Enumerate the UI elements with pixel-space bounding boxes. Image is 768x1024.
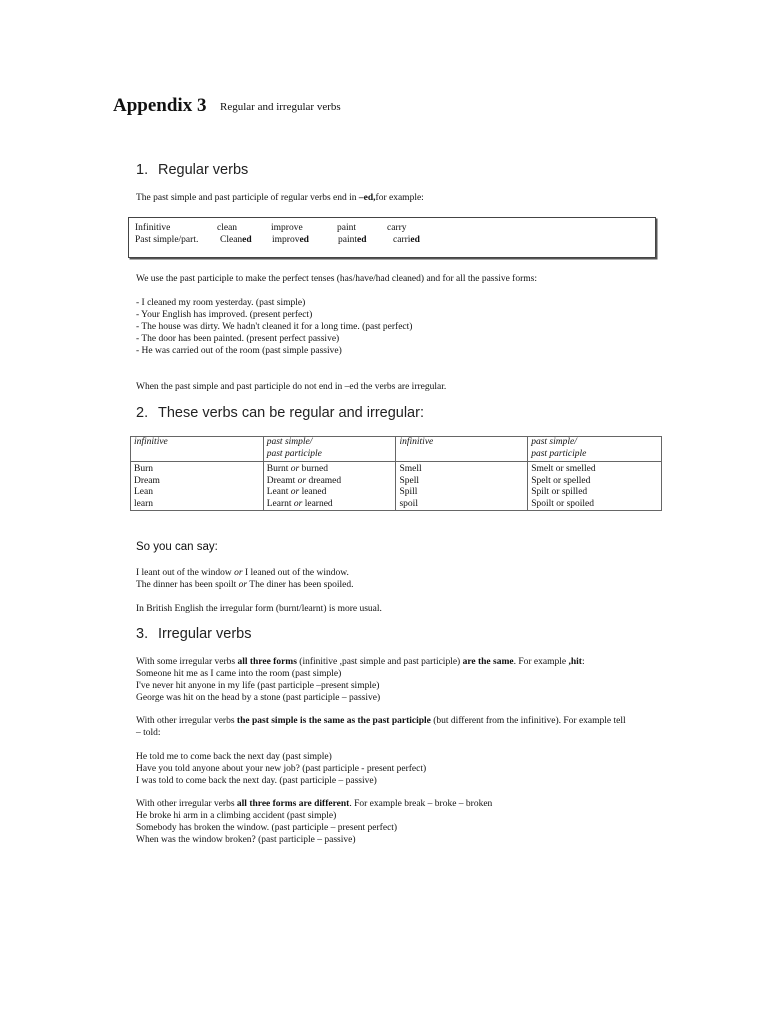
say-examples [136, 567, 354, 591]
box-cell: carry [387, 223, 407, 233]
regular-verbs-box [128, 217, 656, 258]
intro-text: The past simple and past participle of regular verbs end in [136, 193, 359, 203]
so-you-can-say: So you can say: [136, 541, 218, 553]
british-note: In British English the irregular form (burnt/learnt) is more usual. [136, 604, 382, 614]
table-header-row [131, 437, 662, 462]
box-cell: carried [393, 235, 420, 245]
say-line-2: The dinner has been spoilt or The diner has been spoiled. [136, 580, 354, 590]
section-2-number: 2. [136, 405, 149, 421]
table-row: Dream Dreamt or dreamed Spell Spelt or spelled [131, 476, 662, 488]
section-1-examples [136, 297, 412, 357]
box-cell: paint [337, 223, 356, 233]
table-header-past: past simple/ past participle [263, 437, 396, 462]
table-row: Burn Burnt or burned Smell Smelt or smelled [131, 462, 662, 476]
section-3-para-2-examples [136, 751, 426, 787]
example-line: I've never hit anyone in my life (past participle –present simple) [136, 681, 380, 691]
box-label-past: Past simple/part. [135, 235, 199, 245]
example-line: Have you told anyone about your new job? (past participle - present perfect) [136, 764, 427, 774]
section-1-closing: When the past simple and past participle do not end in –ed the verbs are irregular. [136, 382, 447, 392]
box-cell: improve [271, 223, 303, 233]
box-label-infinitive: Infinitive [135, 223, 171, 233]
box-cell: clean [217, 223, 238, 233]
section-3-para-2 [136, 715, 626, 739]
say-line-1: I leant out of the window or I leaned out of the window. [136, 568, 349, 578]
appendix-title: Appendix 3 [113, 95, 207, 116]
example-line: He broke hi arm in a climbing accident (past simple) [136, 811, 337, 821]
verbs-table [130, 436, 662, 511]
intro-ending: –ed, [358, 193, 376, 203]
para-1-lead: With some irregular verbs all three forms (infinitive ,past simple and past participle) are the same. For example ,hit: [136, 657, 585, 667]
section-2-title: These verbs can be regular and irregular: [158, 405, 424, 421]
section-3-para-1 [136, 656, 585, 704]
example-line: Somebody has broken the window. (past participle – present perfect) [136, 823, 398, 833]
para-3-lead: With other irregular verbs all three forms are different. For example break – broke – broken [136, 799, 493, 809]
example-line: He told me to come back the next day (past simple) [136, 752, 332, 762]
table-header-infinitive: infinitive [131, 437, 264, 462]
section-1-paragraph: We use the past participle to make the perfect tenses (has/have/had cleaned) and for all the passive forms: [136, 274, 537, 284]
example-line: Someone hit me as I came into the room (past simple) [136, 669, 342, 679]
example-line: When was the window broken? (past participle – passive) [136, 835, 356, 845]
section-1-number: 1. [136, 162, 149, 178]
regular-verbs-grid [135, 222, 655, 246]
para-2-lead: With other irregular verbs the past simple is the same as the past participle (but different from the infinitive). For example tell [136, 716, 626, 726]
example-line: I was told to come back the next day. (past participle – passive) [136, 776, 377, 786]
box-cell: improved [272, 235, 309, 245]
section-1-intro [136, 192, 424, 204]
section-3-title: Irregular verbs [158, 626, 252, 642]
example-line: - Your English has improved. (present perfect) [136, 310, 313, 320]
example-line: - The door has been painted. (present perfect passive) [136, 334, 340, 344]
section-2-heading [136, 405, 424, 421]
table-row: Lean Leant or leaned Spill Spilt or spilled [131, 487, 662, 499]
intro-example: for example: [375, 193, 424, 203]
example-line: George was hit on the head by a stone (past participle – passive) [136, 693, 381, 703]
box-cell: Cleaned [220, 235, 252, 245]
section-1-heading [136, 162, 248, 178]
example-line: - The house was dirty. We hadn't cleaned it for a long time. (past perfect) [136, 322, 413, 332]
section-1-title: Regular verbs [158, 162, 249, 178]
section-3-para-3 [136, 798, 492, 846]
box-cell: painted [338, 235, 367, 245]
example-line: - He was carried out of the room (past simple passive) [136, 346, 342, 356]
example-line: - I cleaned my room yesterday. (past simple) [136, 298, 306, 308]
para-2-lead-cont: – told: [136, 728, 161, 738]
table-row: learn Learnt or learned spoil Spoilt or spoiled [131, 499, 662, 511]
section-3-number: 3. [136, 626, 149, 642]
appendix-subtitle: Regular and irregular verbs [220, 101, 341, 113]
table-header-past: past simple/ past participle [528, 437, 662, 462]
table-header-infinitive: infinitive [396, 437, 528, 462]
section-3-heading [136, 626, 251, 642]
